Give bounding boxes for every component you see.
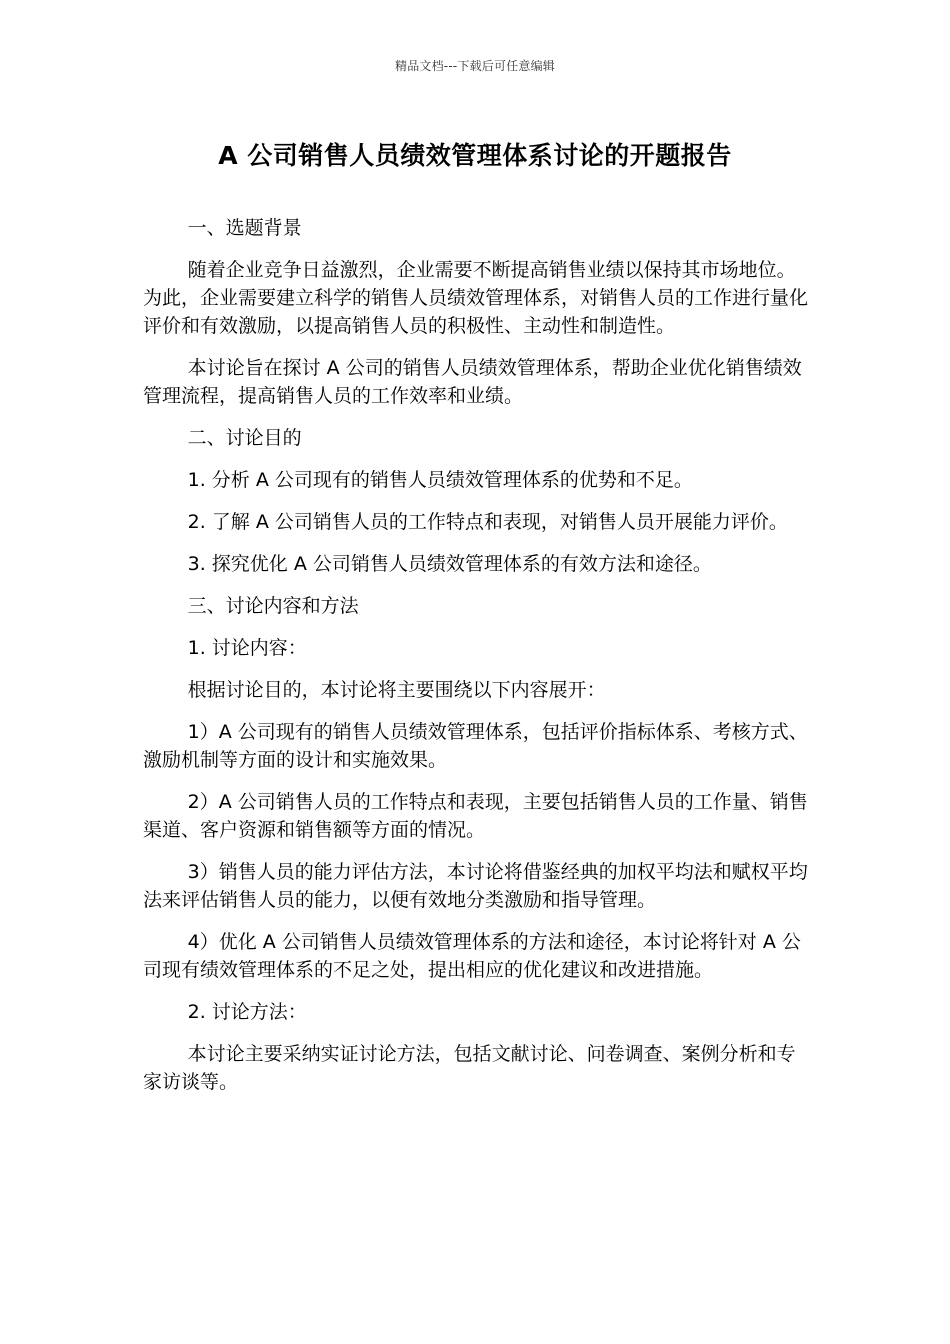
purpose-item-1: 1. 分析 A 公司现有的销售人员绩效管理体系的优势和不足。	[187, 469, 693, 491]
content-item-3: 3）销售人员的能力评估方法，本讨论将借鉴经典的加权平均法和赋权平均法来评估销售人员的能力，以便有效地分类激励和指导管理。	[143, 861, 808, 911]
purpose-item-2: 2. 了解 A 公司销售人员的工作特点和表现，对销售人员开展能力评价。	[187, 511, 788, 533]
subheading-method: 2. 讨论方法：	[187, 1001, 307, 1023]
header-note: 精品文档---下载后可任意编辑	[395, 59, 555, 73]
paragraph-content-intro: 根据讨论目的，本讨论将主要围绕以下内容展开：	[187, 679, 606, 701]
paragraph-method: 本讨论主要采纳实证讨论方法，包括文献讨论、问卷调查、案例分析和专家访谈等。	[143, 1043, 796, 1093]
section-heading-background: 一、选题背景	[187, 217, 302, 239]
content-item-1: 1）A 公司现有的销售人员绩效管理体系，包括评价指标体系、考核方式、激励机制等方面的设计和实施效果。	[143, 721, 808, 771]
document-body	[143, 214, 813, 1110]
content-item-2: 2）A 公司销售人员的工作特点和表现，主要包括销售人员的工作量、销售渠道、客户资源和销售额等方面的情况。	[143, 791, 808, 841]
content-item-4: 4）优化 A 公司销售人员绩效管理体系的方法和途径，本讨论将针对 A 公司现有绩效管理体系的不足之处，提出相应的优化建议和改进措施。	[143, 931, 801, 981]
section-heading-purpose: 二、讨论目的	[187, 427, 302, 449]
paragraph-background-1: 随着企业竞争日益激烈，企业需要不断提高销售业绩以保持其市场地位。为此，企业需要建立科学的销售人员绩效管理体系，对销售人员的工作进行量化评价和有效激励，以提高销售人员的积极性、主动性和制造性。	[143, 259, 809, 337]
paragraph-background-2: 本讨论旨在探讨 A 公司的销售人员绩效管理体系，帮助企业优化销售绩效管理流程，提高销售人员的工作效率和业绩。	[143, 357, 802, 407]
purpose-item-3: 3. 探究优化 A 公司销售人员绩效管理体系的有效方法和途径。	[187, 553, 712, 575]
section-heading-content-method: 三、讨论内容和方法	[187, 595, 359, 617]
subheading-content: 1. 讨论内容：	[187, 637, 307, 659]
document-title: A 公司销售人员绩效管理体系讨论的开题报告	[218, 141, 732, 170]
